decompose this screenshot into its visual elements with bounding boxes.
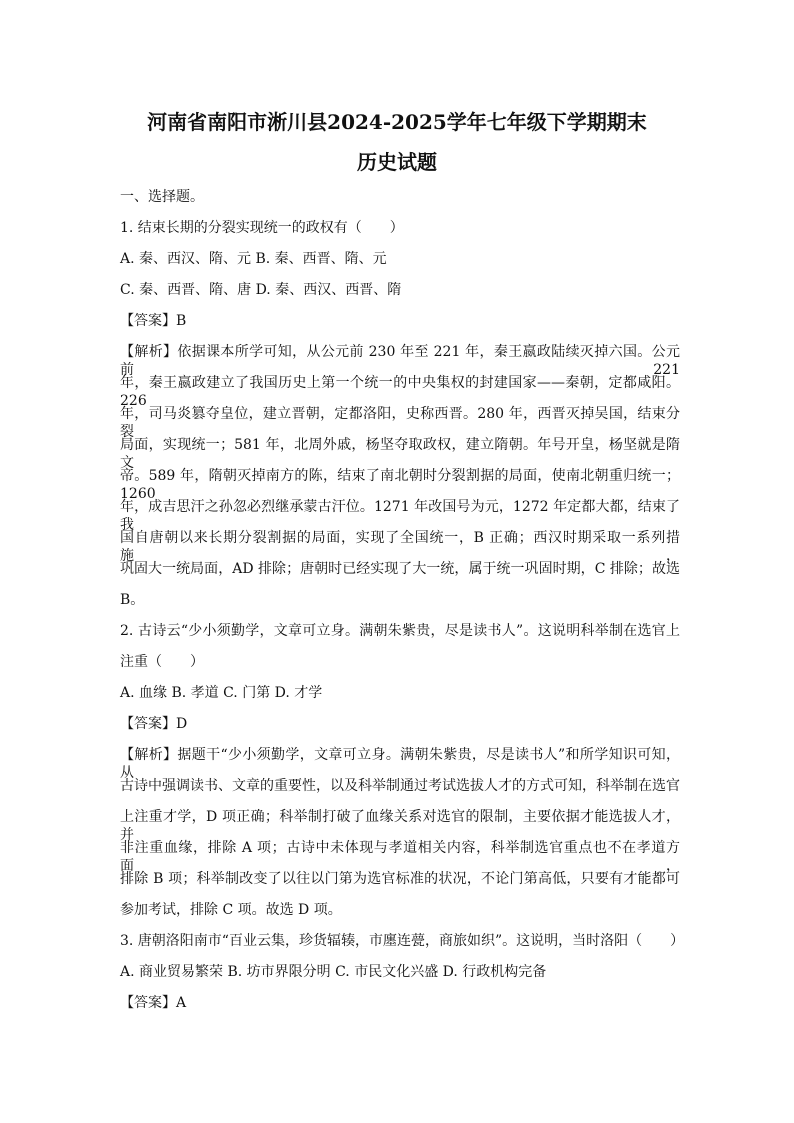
q2-analysis-line: 【解析】据题干“少小须勤学，文章可立身。满朝朱紫贵，尽是读书人”和所学知识可知，从 [120, 747, 680, 781]
q3-answer: 【答案】A [120, 995, 187, 1011]
q1-analysis-line: 年，司马炎篡夺皇位，建立晋朝，定都洛阳，史称西晋。280 年，西晋灭掉吴国，结束分裂 [120, 406, 680, 440]
q1-analysis-line: B。 [120, 592, 145, 608]
q1-stem: 1. 结束长期的分裂实现统一的政权有（ ） [120, 220, 404, 236]
q1-answer: 【答案】B [120, 313, 187, 329]
q2-stem-line1: 2. 古诗云“少小须勤学，文章可立身。满朝朱紫贵，尽是读书人”。这说明科举制在选官上 [120, 623, 680, 639]
q2-analysis-line: 上注重才学，D 项正确；科举制打破了血缘关系对选官的限制，主要依据才能选拔人才，并 [120, 809, 680, 843]
q2-analysis-line: 参加考试，排除 C 项。故选 D 项。 [120, 902, 342, 918]
q1-analysis-line: 巩固大一统局面，AD 排除；唐朝时已经实现了大一统，属于统一巩固时期，C 排除；故选 [120, 561, 680, 577]
q1-analysis-line: 年，成吉思汗之孙忽必烈继承蒙古汗位。1271 年改国号为元，1272 年定都大都，结束了我 [120, 499, 680, 533]
q2-analysis-line: 非注重血缘，排除 A 项；古诗中未体现与孝道相关内容，科举制选官重点也不在孝道方面， [120, 840, 680, 874]
q1-analysis-line: 【解析】依据课本所学可知，从公元前 230 年至 221 年，秦王嬴政陆续灭掉六国。公元前 221 [120, 344, 680, 378]
q1-analysis-line: 年，秦王嬴政建立了我国历史上第一个统一的中央集权的封建国家——秦朝，定都咸阳。226 [120, 375, 680, 409]
section-heading: 一、选择题。 [120, 189, 204, 205]
q2-stem-line2: 注重（ ） [120, 654, 204, 670]
q3-options: A. 商业贸易繁荣 B. 坊市界限分明 C. 市民文化兴盛 D. 行政机构完备 [120, 964, 547, 980]
q2-options: A. 血缘 B. 孝道 C. 门第 D. 才学 [120, 685, 323, 701]
q2-analysis-line: 古诗中强调读书、文章的重要性，以及科举制通过考试选拔人才的方式可知，科举制在选官 [120, 778, 680, 794]
q1-options-line1: A. 秦、西汉、隋、元 B. 秦、西晋、隋、元 [120, 251, 387, 267]
q2-answer: 【答案】D [120, 716, 188, 732]
q1-analysis-line: 国自唐朝以来长期分裂割据的局面，实现了全国统一，B 正确；西汉时期采取一系列措施， [120, 530, 680, 564]
q2-analysis-line: 排除 B 项；科举制改变了以往以门第为选官标准的状况，不论门第高低，只要有才能都可 [120, 871, 680, 887]
document-subtitle: 历史试题 [357, 150, 437, 174]
document-title: 河南省南阳市淅川县2024-2025学年七年级下学期期末 [147, 110, 647, 134]
q1-analysis-line: 帝。589 年，隋朝灭掉南方的陈，结束了南北朝时分裂割据的局面，使南北朝重归统一；1260 [120, 468, 680, 502]
q1-analysis-line: 局面，实现统一；581 年，北周外戚，杨坚夺取政权，建立隋朝。年号开皇，杨坚就是隋文 [120, 437, 680, 471]
q3-stem: 3. 唐朝洛阳南市“百业云集，珍货辐辏，市廛连甍，商旅如织”。这说明，当时洛阳（ ） [120, 933, 685, 949]
q1-options-line2: C. 秦、西晋、隋、唐 D. 秦、西汉、西晋、隋 [120, 282, 402, 298]
